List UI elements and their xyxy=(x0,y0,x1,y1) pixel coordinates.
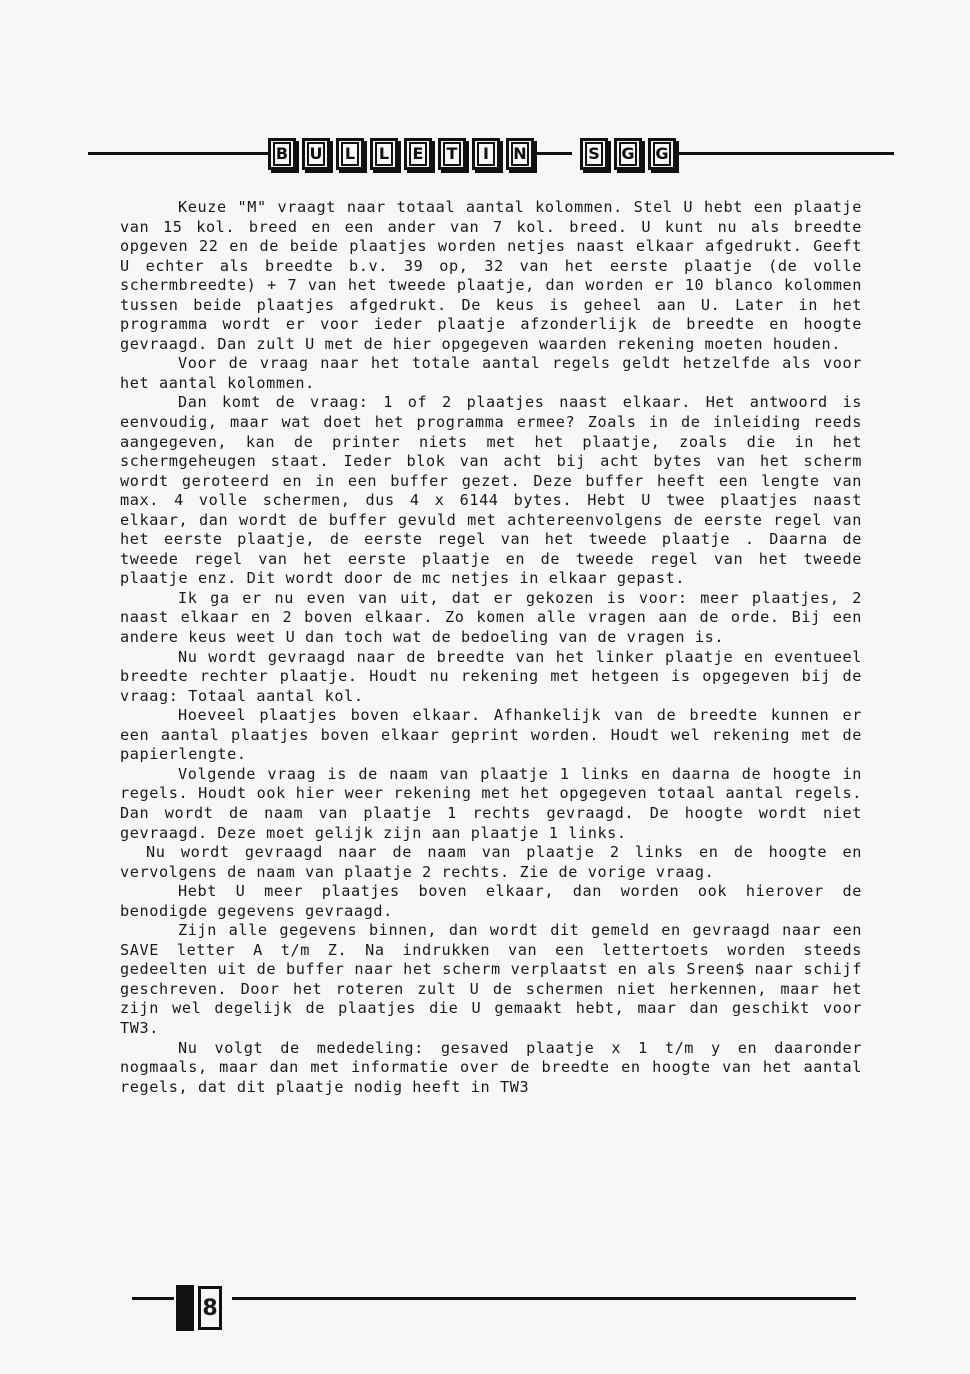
masthead-letter: U xyxy=(302,138,330,170)
paragraph: Volgende vraag is de naam van plaatje 1 links en daarna de hoogte in regels. Houdt ook hier weer rekening met het opgegeven totaal aantal regels. Dan wordt de naam van plaatje 1 rechts gevraagd. De hoogte wordt niet gevraagd. Deze moet gelijk zijn aan plaatje 1 links. xyxy=(120,764,862,842)
paragraph: Nu wordt gevraagd naar de naam van plaatje 2 links en de hoogte en vervolgens de naam van plaatje 2 rechts. Zie de vorige vraag. xyxy=(120,843,862,881)
masthead-letter: G xyxy=(614,138,642,170)
page-number: 8 xyxy=(198,1286,222,1330)
masthead-bulletin-sgg xyxy=(268,134,682,174)
page-number-bar xyxy=(176,1285,194,1331)
paragraph: Dan komt de vraag: 1 of 2 plaatjes naast elkaar. Het antwoord is eenvoudig, maar wat doet het programma ermee? Zoals in de inleiding reeds aangegeven, kan de printer niets met het plaatje, zoals die in het schermgeheugen staat. Ieder blok van acht bij acht bytes van het scherm wordt geroteerd en in een buffer gezet. Deze buffer heeft een lengte van max. 4 volle schermen, dus 4 x 6144 bytes. Hebt U twee plaatjes naast elkaar, dan wordt de buffer gevuld met achtereenvolgens de eerste regel van het eerste plaatje, de eerste regel van het tweede plaatje . Daarna de tweede regel van het eerste plaatje en de tweede regel van het tweede plaatje enz. Dit wordt door de mc netjes in elkaar gepast. xyxy=(120,393,862,588)
paragraph: Keuze "M" vraagt naar totaal aantal kolommen. Stel U hebt een plaatje van 15 kol. breed en een ander van 7 kol. breed. U kunt nu als breedte opgeven 22 en de beide plaatjes worden netjes naast elkaar afgedrukt. Geeft U echter als breedte b.v. 39 op, 32 van het eerste plaatje (de volle schermbreedte) + 7 van het tweede plaatje, dan worden er 10 blanco kolommen tussen beide plaatjes afgedrukt. De keus is geheel aan U. Later in het programma wordt er voor ieder plaatje afzonderlijk de breedte en hoogte gevraagd. Dan zult U met de hier opgegeven waarden rekening moeten houden. xyxy=(120,198,862,353)
header-rule-right xyxy=(662,152,894,155)
masthead-letter: L xyxy=(370,138,398,170)
paragraph: Ik ga er nu even van uit, dat er gekozen is voor: meer plaatjes, 2 naast elkaar en 2 boven elkaar. Zo komen alle vragen aan de orde. Bij een andere keus weet U dan toch wat de bedoeling van de vragen is. xyxy=(120,588,862,647)
footer-rule-left xyxy=(132,1297,174,1300)
masthead-letter: N xyxy=(506,138,534,170)
paragraph: Voor de vraag naar het totale aantal regels geldt hetzelfde als voor het aantal kolommen. xyxy=(120,354,862,392)
paragraph: Zijn alle gegevens binnen, dan wordt dit gemeld en gevraagd naar een SAVE letter A t/m Z. Na indrukken van een lettertoets worden steeds gedeelten uit de buffer naar het scherm verplaatst en als Sreen$ naar schijf geschreven. Door het roteren zult U de schermen niet herkennen, maar het zijn wel degelijk de plaatjes die U gemaakt hebt, maar dan geschikt voor TW3. xyxy=(120,921,862,1037)
masthead-letter: B xyxy=(268,138,296,170)
masthead-letter: I xyxy=(472,138,500,170)
masthead-letter: T xyxy=(438,138,466,170)
paragraph: Hebt U meer plaatjes boven elkaar, dan worden ook hierover de benodigde gegevens gevraagd. xyxy=(120,882,862,920)
masthead-letter: L xyxy=(336,138,364,170)
page-number-badge xyxy=(176,1283,228,1333)
paragraph: Nu volgt de mededeling: gesaved plaatje x 1 t/m y en daaronder nogmaals, maar dan met informatie over de breedte en hoogte van het aantal regels, dat dit plaatje nodig heeft in TW3 xyxy=(120,1038,862,1096)
paragraph: Nu wordt gevraagd naar de breedte van het linker plaatje en eventueel breedte rechter plaatje. Houdt nu rekening met hetgeen is opgegeven bij de vraag: Totaal aantal kol. xyxy=(120,647,862,705)
masthead-letter: S xyxy=(580,138,608,170)
masthead-letter: G xyxy=(648,138,676,170)
masthead-letter: E xyxy=(404,138,432,170)
paragraph: Hoeveel plaatjes boven elkaar. Afhankelijk van de breedte kunnen er een aantal plaatjes boven elkaar geprint worden. Houdt wel rekening met de papierlengte. xyxy=(120,706,862,764)
footer-rule-right xyxy=(232,1297,856,1300)
header-rule-left xyxy=(88,152,268,155)
article-body xyxy=(120,198,862,1097)
